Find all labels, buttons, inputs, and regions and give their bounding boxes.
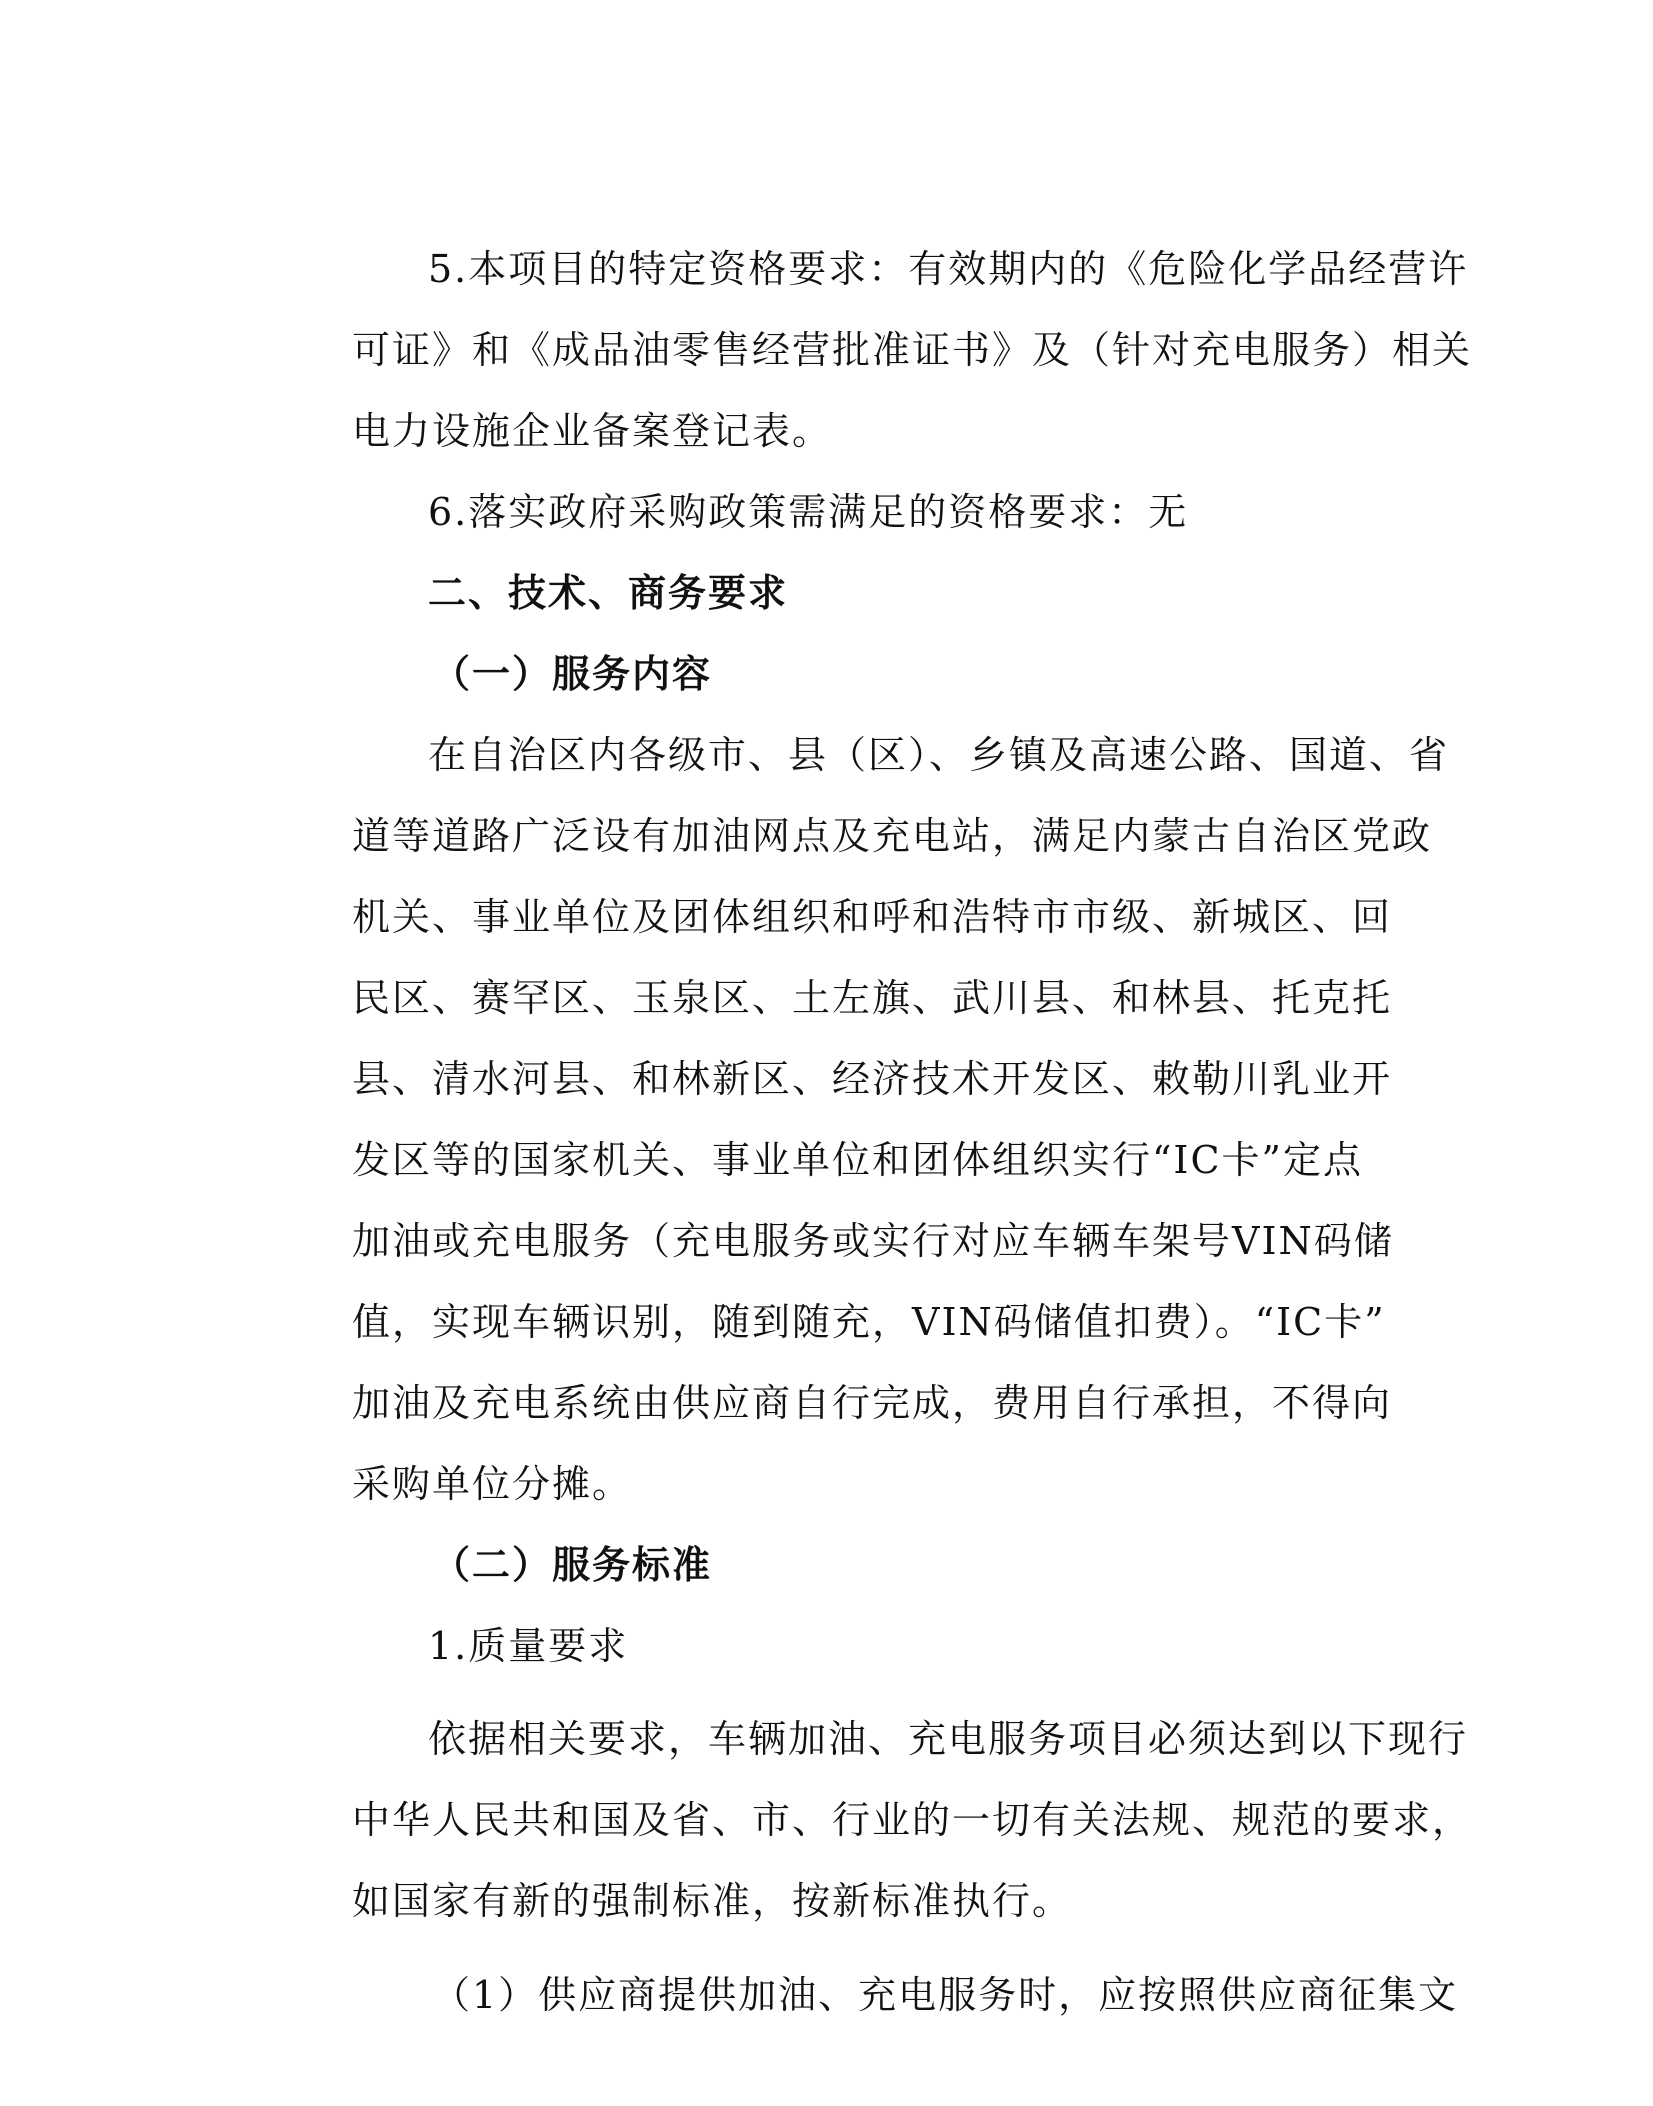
service-content-line10: 采购单位分摊。 bbox=[352, 1462, 633, 1506]
section-heading-technical-business: 二、技术、商务要求 bbox=[428, 570, 789, 615]
paragraph-item6: 6.落实政府采购政策需满足的资格要求：无 bbox=[428, 490, 1189, 534]
quality-requirements-title: 1.质量要求 bbox=[428, 1624, 629, 1668]
paragraph-item5-line2: 可证》和《成品油零售经营批准证书》及（针对充电服务）相关 bbox=[352, 328, 1473, 372]
service-content-line6: 发区等的国家机关、事业单位和团体组织实行“IC卡”定点 bbox=[352, 1138, 1363, 1182]
quality-body-line1: 依据相关要求，车辆加油、充电服务项目必须达到以下现行 bbox=[428, 1717, 1469, 1761]
service-content-line8: 值，实现车辆识别，随到随充，VIN码储值扣费）。“IC卡” bbox=[352, 1300, 1386, 1344]
service-content-line4: 民区、赛罕区、玉泉区、土左旗、武川县、和林县、托克托 bbox=[352, 976, 1393, 1020]
service-content-line3: 机关、事业单位及团体组织和呼和浩特市市级、新城区、回 bbox=[352, 895, 1393, 939]
service-content-line1: 在自治区内各级市、县（区）、乡镇及高速公路、国道、省 bbox=[428, 733, 1450, 777]
quality-body-line2: 中华人民共和国及省、市、行业的一切有关法规、规范的要求， bbox=[352, 1798, 1473, 1842]
service-content-line7: 加油或充电服务（充电服务或实行对应车辆车架号VIN码储 bbox=[352, 1219, 1394, 1263]
service-content-line9: 加油及充电系统由供应商自行完成，费用自行承担，不得向 bbox=[352, 1381, 1393, 1425]
paragraph-item5-line3: 电力设施企业备案登记表。 bbox=[352, 409, 833, 453]
paragraph-item5-line1: 5.本项目的特定资格要求：有效期内的《危险化学品经营许 bbox=[428, 247, 1469, 291]
subsection-heading-service-content: （一）服务内容 bbox=[432, 651, 713, 696]
requirement-item-1: （1）供应商提供加油、充电服务时，应按照供应商征集文 bbox=[432, 1973, 1459, 2017]
service-content-line2: 道等道路广泛设有加油网点及充电站，满足内蒙古自治区党政 bbox=[352, 814, 1433, 858]
quality-body-line3: 如国家有新的强制标准，按新标准执行。 bbox=[352, 1879, 1073, 1923]
subsection-heading-service-standard: （二）服务标准 bbox=[432, 1542, 713, 1587]
service-content-line5: 县、清水河县、和林新区、经济技术开发区、敕勒川乳业开 bbox=[352, 1057, 1393, 1101]
